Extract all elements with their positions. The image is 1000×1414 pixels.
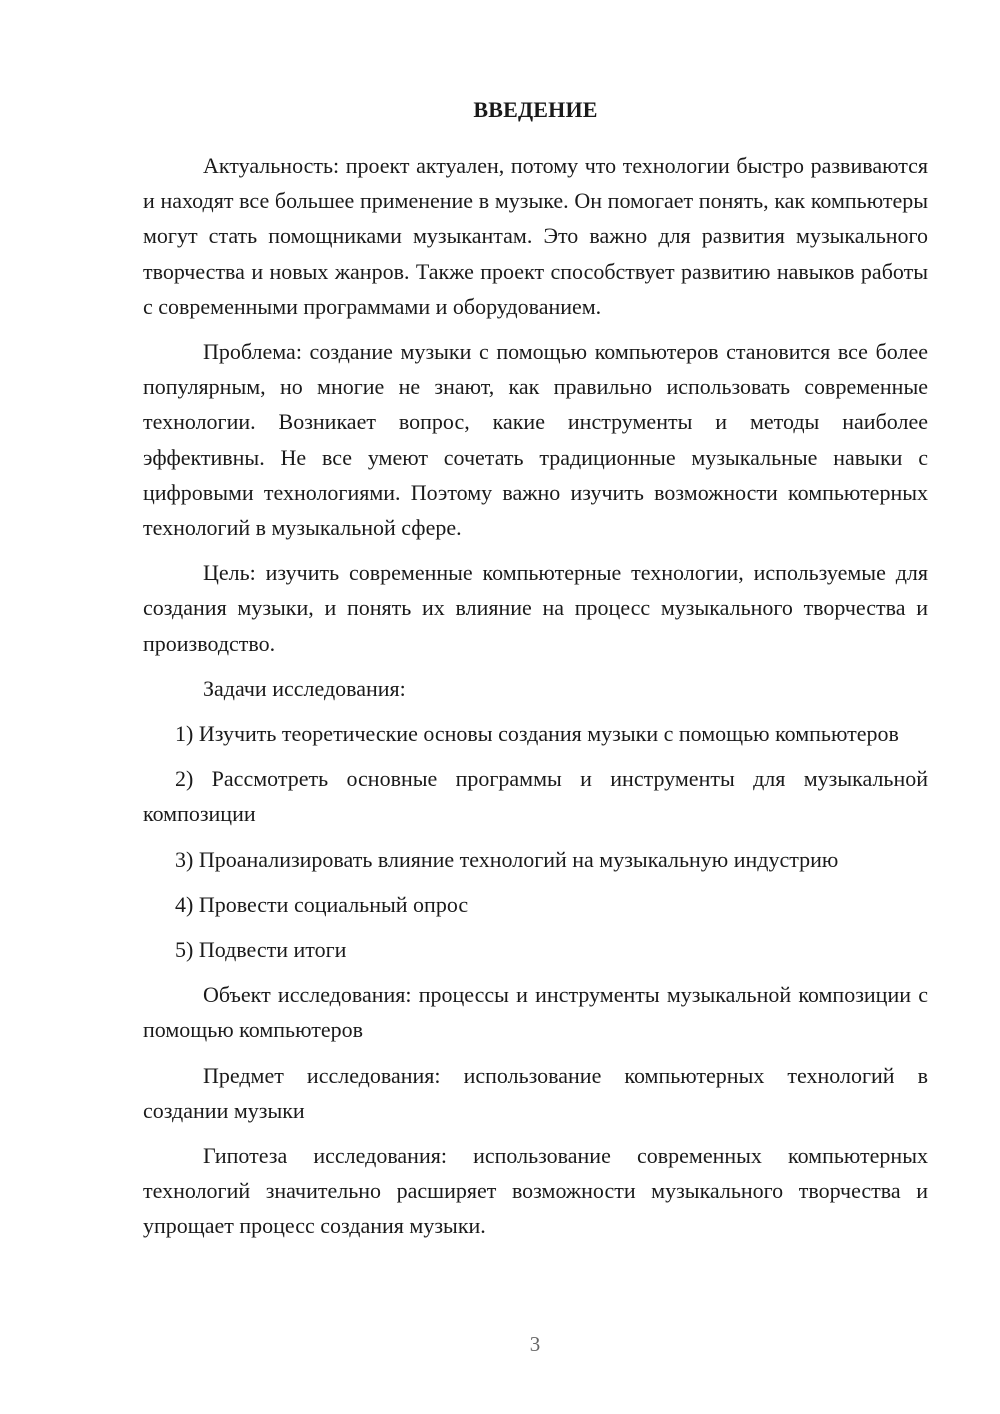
page-number: 3 (529, 1332, 541, 1356)
paragraph-goal: Цель: изучить современные компьютерные технологии, используемые для создания музыки, и понять их влияние на процесс музыкального творчества и производство. (143, 560, 928, 656)
paragraph-object: Объект исследования: процессы и инструменты музыкальной композиции с помощью компьютеров (143, 982, 928, 1043)
paragraph-tasks-heading: Задачи исследования: (203, 675, 406, 701)
paragraph-relevance: Актуальность: проект актуален, потому что технологии быстро развиваются и находят все большее применение в музыке. Он помогает понять, как компьютеры могут стать помощниками музыкантам. Это важно для развития музыкального творчества и новых жанров. Также проект способствует развитию навыков работы с современными программами и оборудованием. (143, 153, 928, 319)
document-page (143, 92, 928, 1254)
paragraph-subject: Предмет исследования: использование компьютерных технологий в создании музыки (143, 1062, 928, 1123)
list-item-task-1: 1) Изучить теоретические основы создания музыки с помощью компьютеров (175, 721, 899, 747)
list-item-task-4: 4) Провести социальный опрос (175, 891, 469, 917)
paragraph-hypothesis: Гипотеза исследования: использование современных компьютерных технологий значительно расширяет возможности музыкального творчества и упрощает процесс создания музыки. (143, 1143, 928, 1239)
page-title: ВВЕДЕНИЕ (473, 97, 598, 122)
list-item-task-5: 5) Подвести итоги (175, 937, 347, 963)
list-item-task-3: 3) Проанализировать влияние технологий на музыкальную индустрию (175, 846, 839, 872)
paragraph-problem: Проблема: создание музыки с помощью компьютеров становится все более популярным, но многие не знают, как правильно использовать современные технологии. Возникает вопрос, какие инструменты и методы наиболее эффективны. Не все умеют сочетать традиционные музыкальные навыки с цифровыми технологиями. Поэтому важно изучить возможности компьютерных технологий в музыкальной сфере. (143, 339, 928, 541)
list-item-task-2: 2) Рассмотреть основные программы и инструменты для музыкальной композиции (143, 766, 928, 827)
